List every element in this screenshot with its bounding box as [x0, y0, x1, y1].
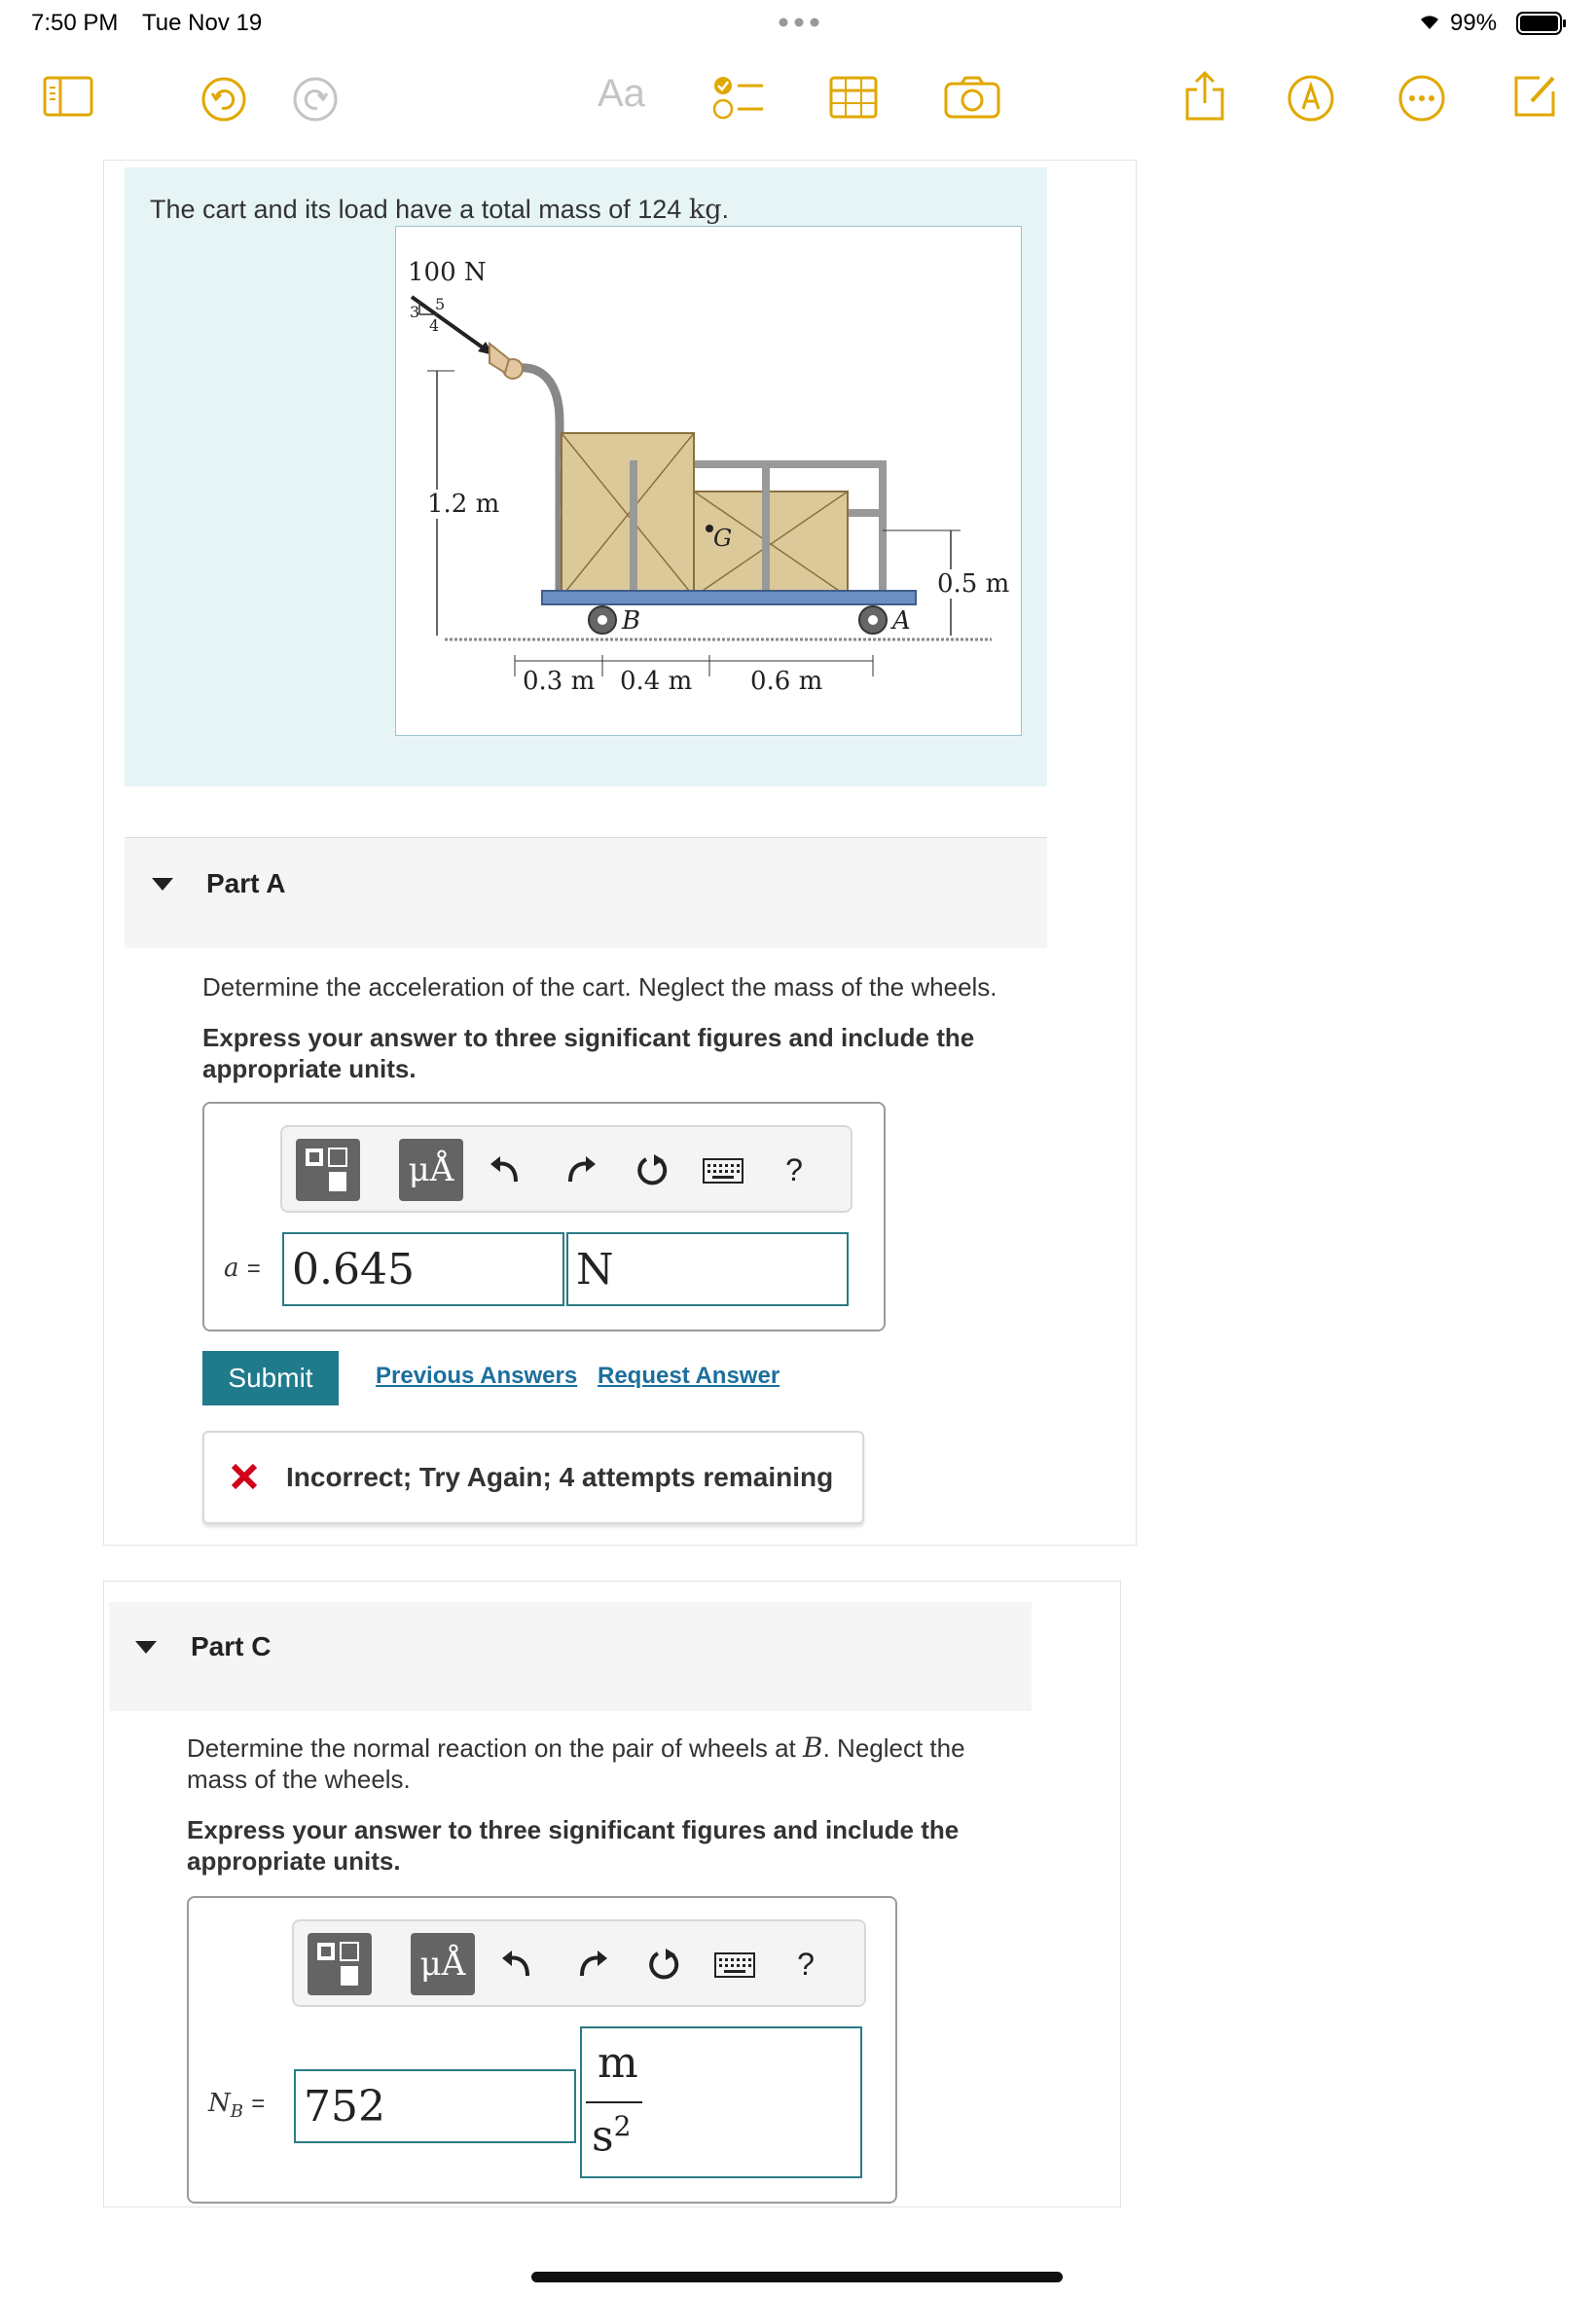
- part-a-keyboard-icon[interactable]: [701, 1156, 745, 1185]
- part-a-submit-button[interactable]: Submit: [202, 1351, 339, 1405]
- part-c-question-a: Determine the normal reaction on the pair of wheels at: [187, 1733, 804, 1763]
- force-label: 100 N: [408, 258, 487, 287]
- part-c-question-2: mass of the wheels.: [187, 1765, 411, 1794]
- part-a-title[interactable]: Part A: [206, 868, 286, 898]
- sidebar-icon[interactable]: [43, 76, 93, 119]
- battery-icon: [1516, 12, 1567, 35]
- part-a-var: a: [224, 1254, 239, 1283]
- dim-2-label: 0.4 m: [620, 667, 693, 696]
- part-a-previous-answers-link[interactable]: Previous Answers: [376, 1363, 578, 1389]
- part-a-value-input[interactable]: 0.645: [282, 1232, 564, 1306]
- templates-icon: [308, 1933, 372, 1995]
- camera-icon[interactable]: [944, 76, 1000, 119]
- part-a-reset-icon[interactable]: [631, 1148, 673, 1191]
- home-indicator[interactable]: [531, 2272, 1063, 2282]
- part-a-units-button[interactable]: μÅ: [399, 1139, 463, 1201]
- undo-icon[interactable]: [200, 76, 247, 123]
- part-c-undo-icon[interactable]: [496, 1943, 539, 1986]
- unit-den-exp: 2: [613, 2110, 632, 2142]
- dim-3-label: 0.6 m: [750, 667, 823, 696]
- share-icon[interactable]: [1183, 70, 1226, 123]
- part-c-templates-button[interactable]: [308, 1933, 372, 1995]
- status-time: 7:50 PM: [31, 10, 119, 36]
- part-a-feedback-text: Incorrect; Try Again; 4 attempts remaining: [286, 1462, 834, 1492]
- part-c-caret-icon[interactable]: [135, 1641, 157, 1654]
- unit-denominator: [592, 2110, 631, 2162]
- multitasking-dots-icon[interactable]: [777, 16, 821, 27]
- part-a-request-answer-link[interactable]: Request Answer: [598, 1363, 780, 1389]
- slope-5-label: 5: [435, 295, 446, 313]
- part-c-var: N: [208, 2089, 231, 2118]
- part-a-help-button[interactable]: ?: [785, 1151, 803, 1187]
- redo-icon[interactable]: [292, 76, 339, 123]
- fraction-bar: [586, 2101, 642, 2103]
- part-a-question: Determine the acceleration of the cart. Neglect the mass of the wheels.: [202, 972, 998, 1002]
- table-icon[interactable]: [829, 76, 878, 119]
- point-a-label: A: [892, 606, 911, 636]
- templates-icon: [296, 1139, 360, 1201]
- battery-percent: 99%: [1450, 10, 1498, 36]
- cart-diagram: [396, 227, 1023, 737]
- unit-numerator: m: [598, 2038, 638, 2088]
- point-b-label: B: [622, 606, 641, 636]
- part-c-question-var: B: [803, 1732, 823, 1764]
- more-icon[interactable]: [1397, 74, 1446, 123]
- part-c-value-input[interactable]: 752: [294, 2069, 576, 2143]
- slope-3-label: 3: [410, 303, 420, 321]
- part-c-help-button[interactable]: ?: [797, 1946, 815, 1982]
- part-c-instruction-1: Express your answer to three significant figures and include the: [187, 1815, 960, 1844]
- wifi-icon: [1417, 12, 1442, 31]
- part-a-unit-input[interactable]: N: [566, 1232, 849, 1306]
- slope-4-label: 4: [429, 316, 440, 335]
- part-a-undo-icon[interactable]: [485, 1148, 527, 1191]
- status-date: Tue Nov 19: [142, 10, 263, 36]
- part-c-reset-icon[interactable]: [642, 1943, 685, 1986]
- part-c-equals: =: [251, 2091, 266, 2117]
- part-c-title[interactable]: Part C: [191, 1631, 272, 1661]
- markup-icon[interactable]: [1287, 74, 1335, 123]
- unit-den-base: s: [592, 2111, 614, 2162]
- cart-figure: [395, 226, 1022, 736]
- part-c-unit-input[interactable]: [580, 2026, 862, 2178]
- part-a-redo-icon[interactable]: [559, 1148, 601, 1191]
- point-g-label: G: [713, 525, 733, 552]
- part-c-var-sub: B: [230, 2101, 243, 2123]
- incorrect-x-icon: [230, 1462, 259, 1491]
- compose-icon[interactable]: [1510, 72, 1559, 121]
- part-c-variable-label: [208, 2089, 265, 2122]
- dim-1-label: 0.3 m: [523, 667, 596, 696]
- problem-text: [150, 195, 729, 225]
- part-a-equals: =: [246, 1256, 261, 1282]
- part-c-instruction-2: appropriate units.: [187, 1846, 401, 1876]
- height-right-label: 0.5 m: [937, 569, 1010, 599]
- problem-period: .: [721, 195, 729, 224]
- part-a-variable-label: [224, 1254, 261, 1283]
- part-a-templates-button[interactable]: [296, 1139, 360, 1201]
- problem-sentence: The cart and its load have a total mass of 124: [150, 195, 689, 224]
- mass-unit: kg: [688, 195, 722, 225]
- part-a-instruction-1: Express your answer to three significant figures and include the: [202, 1023, 975, 1052]
- part-c-keyboard-icon[interactable]: [712, 1951, 757, 1980]
- part-c-redo-icon[interactable]: [570, 1943, 613, 1986]
- part-a-instruction-2: appropriate units.: [202, 1054, 417, 1083]
- part-a-caret-icon[interactable]: [152, 878, 173, 891]
- format-button[interactable]: Aa: [598, 72, 645, 115]
- height-label: 1.2 m: [427, 490, 500, 519]
- part-c-question-b: . Neglect the: [822, 1733, 965, 1763]
- part-c-units-button[interactable]: μÅ: [411, 1933, 475, 1995]
- checklist-icon[interactable]: [712, 74, 765, 123]
- part-c-question: [187, 1732, 965, 1764]
